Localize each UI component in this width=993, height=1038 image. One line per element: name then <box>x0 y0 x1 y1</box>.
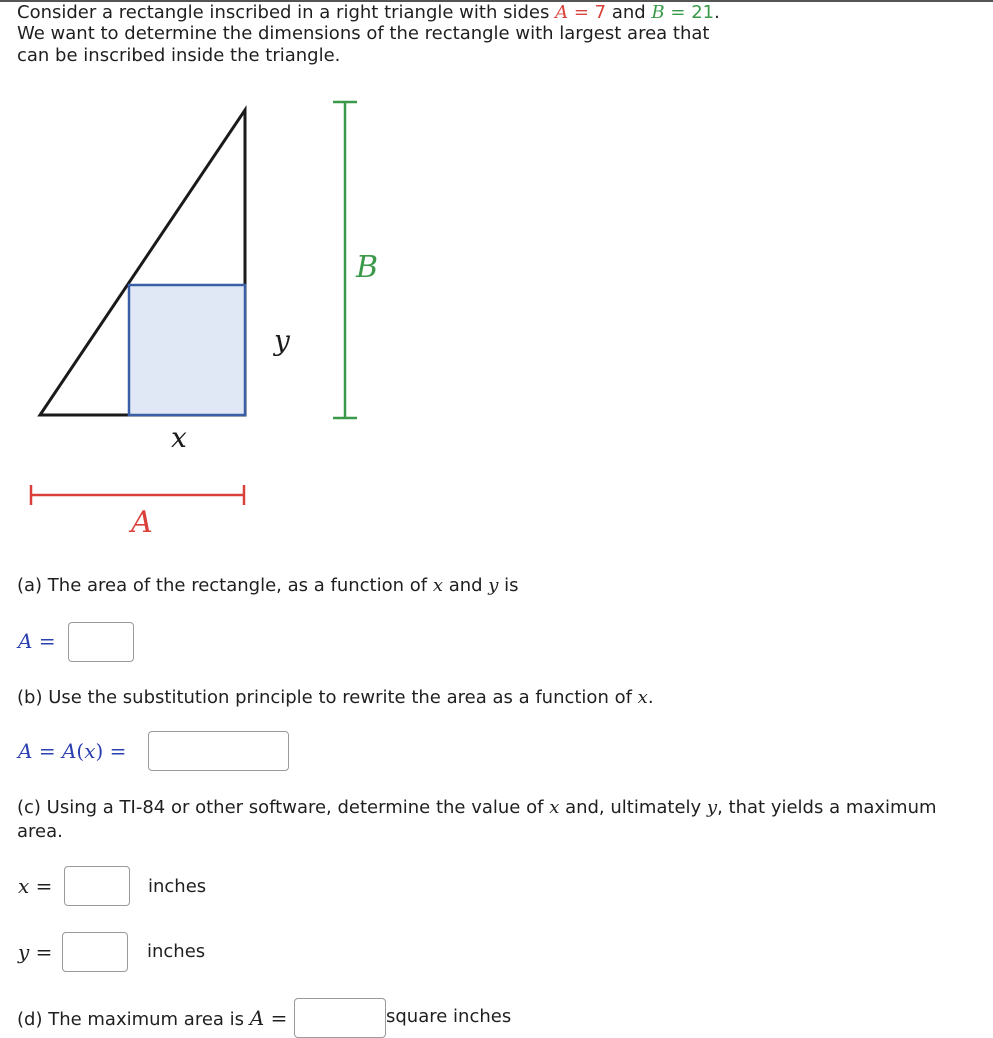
part-a-text-2: is <box>498 575 519 596</box>
part-d-text: (d) The maximum area is <box>17 1009 250 1030</box>
label-x: x <box>171 421 187 454</box>
inscribed-rectangle <box>129 285 245 415</box>
var-x: x <box>432 575 443 596</box>
equals-sign: = <box>573 2 589 23</box>
label-y: y <box>274 324 290 357</box>
intro-line-2: We want to determine the dimensions of the rectangle with largest area that <box>17 23 710 44</box>
part-c-prompt-line-1 <box>17 797 937 819</box>
part-c-text-2: and, ultimately <box>559 797 707 818</box>
part-c-text-3: , that yields a maximum <box>717 797 937 818</box>
side-a-symbol: A <box>555 2 569 23</box>
part-c-prompt-line-2: area. <box>17 821 63 842</box>
var-x: x <box>637 687 648 708</box>
part-a-text-1: (a) The area of the rectangle, as a function of <box>17 575 433 596</box>
y-value-input[interactable] <box>62 932 128 972</box>
y-unit: inches <box>147 941 206 962</box>
side-b-symbol: B <box>651 2 665 23</box>
var-y: y <box>488 575 499 596</box>
equals-sign: = <box>670 2 686 23</box>
label-a: A <box>131 505 153 540</box>
part-b-text-2: . <box>647 687 654 708</box>
side-a-value: 7 <box>594 2 607 23</box>
part-b-text-1: (b) Use the substitution principle to rewrite the area as a function of <box>17 687 638 708</box>
a-dimension-bar <box>31 485 244 505</box>
part-d-label: A = <box>249 1006 288 1030</box>
intro-line-3: can be inscribed inside the triangle. <box>17 45 341 66</box>
part-b-prompt <box>17 687 654 709</box>
x-label: x = <box>18 874 53 898</box>
x-unit: inches <box>148 876 207 897</box>
var-y: y <box>706 797 718 818</box>
part-a-label: A = <box>18 629 56 653</box>
part-b-label: A = A(x) = <box>18 739 127 763</box>
max-area-input[interactable] <box>294 998 386 1038</box>
var-x: x <box>549 797 560 818</box>
part-a-prompt <box>17 575 519 597</box>
and-text: and <box>606 2 652 23</box>
intro-text: Consider a rectangle inscribed in a right triangle with sides <box>17 2 556 23</box>
label-b: B <box>356 250 379 285</box>
y-label: y = <box>18 940 53 964</box>
side-b-value: 21 <box>691 2 715 23</box>
x-value-input[interactable] <box>64 866 130 906</box>
part-c-text-1: (c) Using a TI-84 or other software, determine the value of <box>17 797 550 818</box>
area-xy-input[interactable] <box>68 622 134 662</box>
area-unit: square inches <box>386 1006 512 1027</box>
b-dimension-bar <box>333 102 357 418</box>
period: . <box>714 2 720 23</box>
area-function-input[interactable] <box>148 731 289 771</box>
part-d-prompt <box>17 1006 287 1031</box>
part-a-and: and <box>442 575 489 596</box>
